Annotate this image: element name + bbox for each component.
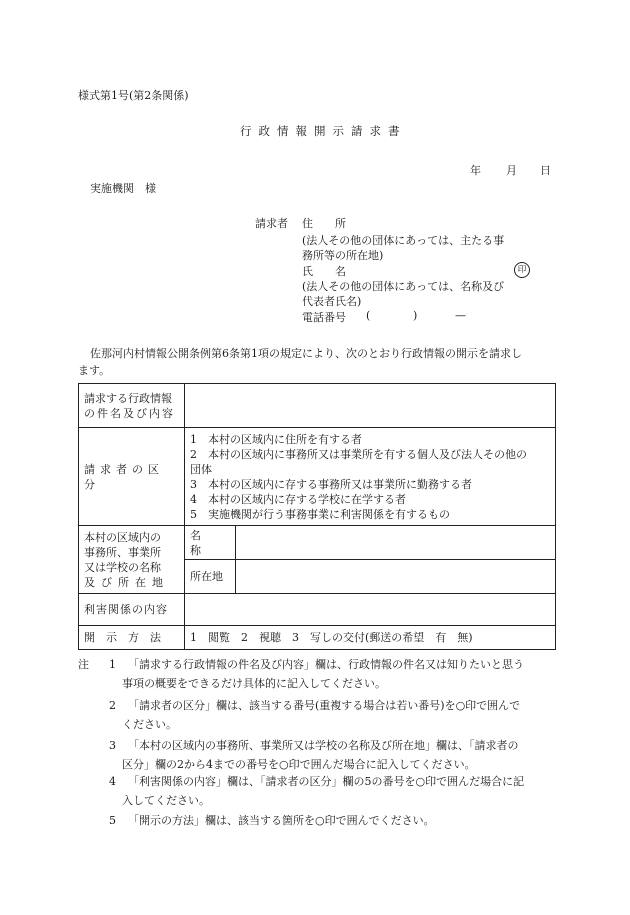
requester-label: 請求者	[255, 217, 288, 230]
page-title: 行政情報開示請求書	[240, 124, 407, 138]
interest-field[interactable]	[185, 594, 556, 626]
row-requester-category	[79, 428, 556, 526]
category-option-2-continued: 団体	[190, 462, 212, 476]
office-label-line-3: 又は学校の名称	[84, 560, 161, 574]
category-option-2[interactable]: 2 本村の区域内に事務所又は事業所を有する個人及び法人その他の	[190, 447, 527, 461]
note-2	[78, 697, 558, 737]
disclosure-method-label: 開 示 方 法	[79, 626, 185, 650]
note-2-text: 「請求者の区分」欄は、該当する番号(重複する場合は若い番号)を○印で囲んで ください。	[122, 699, 521, 731]
phone-open-paren: (	[366, 309, 371, 322]
office-label-line-2: 事務所、事業所	[84, 545, 161, 559]
row-interest	[79, 594, 556, 626]
note-4-text: 「利害関係の内容」欄は、「請求者の区分」欄の5の番号を○印で囲んだ場合に記 入してください。	[122, 775, 525, 807]
date-year-label: 年	[470, 164, 481, 177]
date-month-label: 月	[506, 164, 517, 177]
requested-info-label-line-2: の件名及び内容	[84, 406, 175, 420]
name-note-line-1: (法人その他の団体にあっては、名称及び	[302, 280, 505, 293]
request-form-table	[78, 383, 556, 650]
note-3	[78, 737, 558, 777]
category-option-5[interactable]: 5 実施機関が行う事務事業に利害関係を有するもの	[190, 507, 450, 521]
requester-category-options[interactable]	[185, 428, 556, 526]
note-5	[78, 812, 558, 832]
category-option-3[interactable]: 3 本村の区域内に存する事務所又は事業所に勤務する者	[190, 477, 472, 491]
form-number: 様式第1号(第2条関係)	[78, 89, 189, 102]
note-1-number: 1	[109, 658, 116, 671]
office-location-field[interactable]	[236, 560, 556, 594]
requested-info-label	[79, 384, 185, 428]
seal-icon: 印	[514, 262, 530, 278]
date-day-label: 日	[540, 164, 551, 177]
interest-label: 利害関係の内容	[79, 594, 185, 626]
office-school-label	[79, 526, 185, 594]
office-name-label: 名 称	[185, 526, 236, 560]
note-1-text: 「請求する行政情報の件名及び内容」欄は、行政情報の件名又は知りたいと思う 事項の概要をできるだけ具体的に記入してください。	[122, 658, 524, 690]
note-4-number: 4	[109, 775, 116, 788]
note-5-number: 5	[109, 814, 116, 827]
name-label: 氏 名	[302, 265, 346, 278]
category-option-4[interactable]: 4 本村の区域内に存する学校に在学する者	[190, 492, 406, 506]
row-office-name	[79, 526, 556, 560]
requested-info-label-line-1: 請求する行政情報	[84, 391, 172, 405]
note-3-number: 3	[109, 739, 116, 752]
note-3-text: 「本村の区域内の事務所、事業所又は学校の名称及び所在地」欄は、「請求者の 区分」欄の2から4までの番号を○印で囲んだ場合に記入してください。	[122, 739, 519, 771]
phone-label: 電話番号	[302, 311, 346, 324]
row-requested-info	[79, 384, 556, 428]
row-disclosure-method	[79, 626, 556, 650]
office-label-line-4: 及び所在地	[84, 575, 169, 589]
seal-mark	[514, 262, 530, 278]
addressee: 実施機関 様	[90, 182, 156, 195]
office-name-field[interactable]	[236, 526, 556, 560]
address-note-line-2: 務所等の所在地)	[302, 249, 384, 262]
note-5-text: 「開示の方法」欄は、該当する箇所を○印で囲んでください。	[128, 814, 435, 827]
note-1	[78, 656, 558, 696]
notes-prefix: 注	[78, 658, 89, 671]
office-label-line-1: 本村の区域内の	[84, 530, 161, 544]
disclosure-method-options[interactable]: 1 閲覧 2 視聴 3 写しの交付(郵送の希望 有 無)	[185, 626, 556, 650]
intro-line-1: 佐那河内村情報公開条例第6条第1項の規定により、次のとおり行政情報の開示を請求し	[90, 347, 522, 360]
note-2-number: 2	[109, 699, 116, 712]
phone-dash: —	[455, 309, 466, 322]
address-note-line-1: (法人その他の団体にあっては、主たる事	[302, 234, 505, 247]
phone-close-paren: )	[413, 309, 418, 322]
intro-line-2: ます。	[78, 364, 111, 377]
office-location-label: 所在地	[185, 560, 236, 594]
requested-info-field[interactable]	[185, 384, 556, 428]
note-4	[78, 773, 558, 813]
category-option-1[interactable]: 1 本村の区域内に住所を有する者	[190, 432, 362, 446]
address-label: 住 所	[302, 217, 346, 230]
requester-category-label: 請求者の区分	[79, 428, 185, 526]
name-note-line-2: 代表者氏名)	[302, 295, 362, 308]
